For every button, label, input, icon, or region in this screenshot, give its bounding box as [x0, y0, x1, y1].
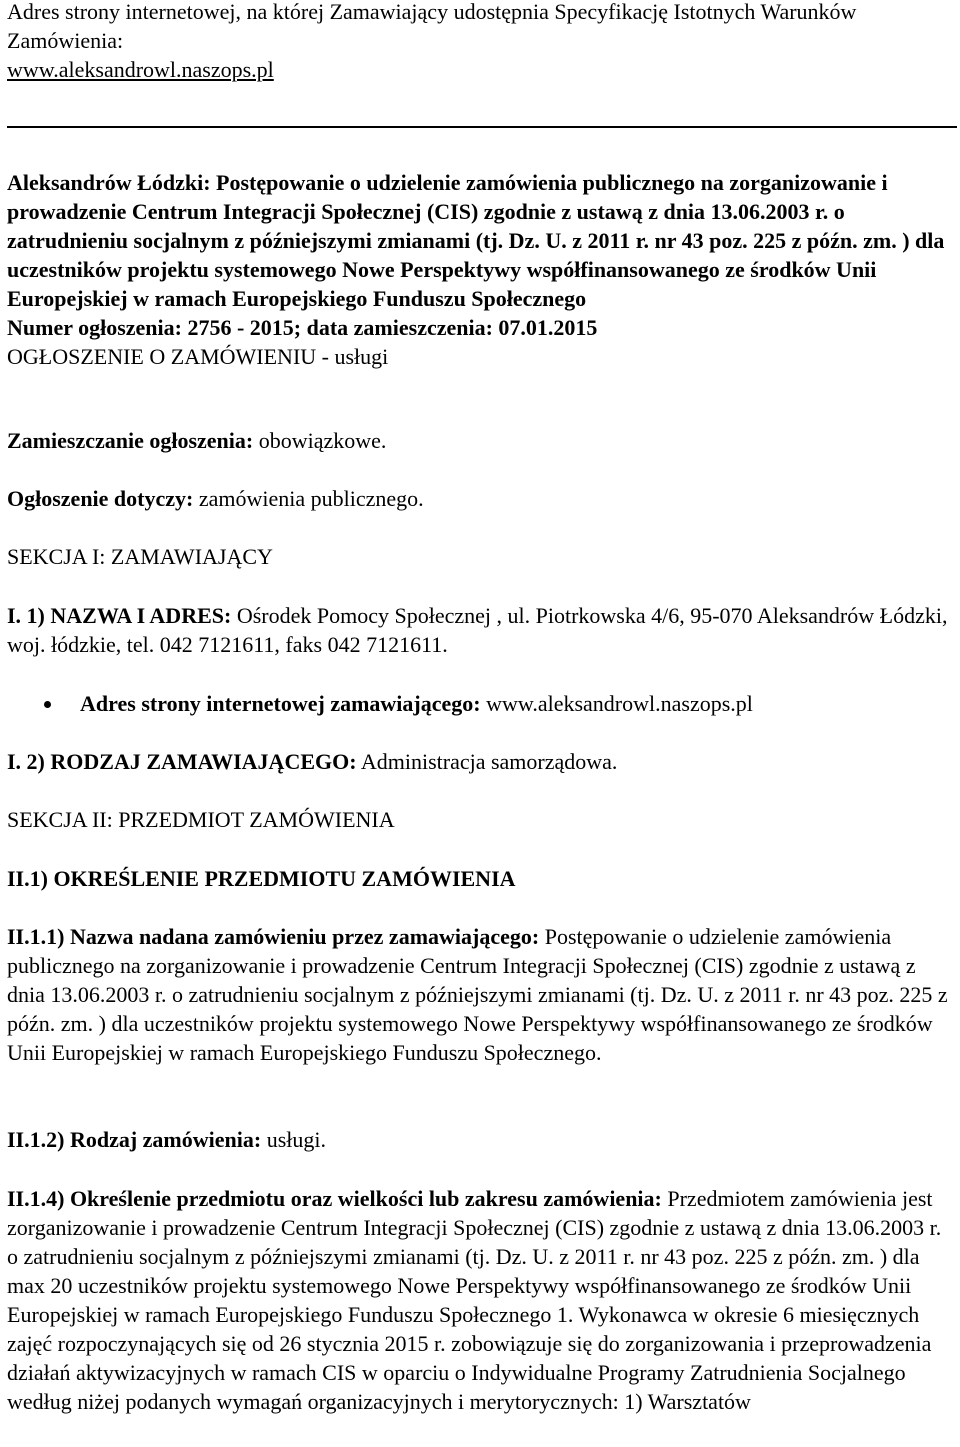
contract-scope-paragraph — [7, 1184, 953, 1416]
bullet-icon — [44, 701, 51, 708]
authority-kind-label: I. 2) RODZAJ ZAMAWIAJĄCEGO: — [7, 749, 357, 774]
website-label: Adres strony internetowej zamawiającego: — [80, 691, 481, 716]
address-label: I. 1) NAZWA I ADRES: — [7, 603, 232, 628]
website-line — [80, 689, 753, 718]
horizontal-divider — [7, 126, 957, 128]
section-2-subheading: II.1) OKREŚLENIE PRZEDMIOTU ZAMÓWIENIA — [7, 866, 516, 891]
notice-number: Numer ogłoszenia: 2756 - 2015; data zamieszczenia: 07.01.2015 — [7, 315, 598, 340]
notice-type: OGŁOSZENIE O ZAMÓWIENIU - usługi — [7, 344, 389, 369]
concerns-label: Ogłoszenie dotyczy: — [7, 486, 194, 511]
contract-name-label: II.1.1) Nazwa nadana zamówieniu przez zamawiającego: — [7, 924, 540, 949]
contract-type-label: II.1.2) Rodzaj zamówienia: — [7, 1127, 262, 1152]
siwz-url-link[interactable]: www.aleksandrowl.naszops.pl — [7, 57, 274, 82]
contract-type-value: usługi. — [261, 1127, 326, 1152]
placement-label: Zamieszczanie ogłoszenia: — [7, 428, 254, 453]
authority-kind-line — [7, 747, 953, 776]
siwz-intro — [7, 0, 953, 84]
contract-scope-value: Przedmiotem zamówienia jest zorganizowanie i prowadzenie Centrum Integracji Społecznej (CIS) zgodnie z ustawą z dnia 13.06.2003 r. o zatrudnieniu socjalnym z późniejszymi zmianami (tj. Dz. U. z 2011 r. nr 43 poz. 225 z późn. zm. ) dla max 20 uczestników projektu systemowego Nowe Perspektywy współfinansowanego ze środków Unii Europejskiej w ramach Europejskiego Funduszu Społecznego 1. Wykonawca w okresie 6 miesięcznych zajęć rozpoczynających się od 26 stycznia 2015 r. zobowiązuje się do zorganizowania i przeprowadzenia działań aktywizacyjnych w ramach CIS w oparciu o Indywidualne Programy Zatrudnienia Socjalnego według niżej podanych wymagań organizacyjnych i merytorycznych: 1) Warsztatów — [7, 1186, 942, 1414]
section-2-heading: SEKCJA II: PRZEDMIOT ZAMÓWIENIA — [7, 807, 395, 832]
section-1-heading: SEKCJA I: ZAMAWIAJĄCY — [7, 544, 273, 569]
contract-name-value: Postępowanie o udzielenie zamówienia publicznego na zorganizowanie i prowadzenie Centrum Integracji Społecznej (CIS) zgodnie z ustawą z dnia 13.06.2003 r. o zatrudnieniu socjalnym z późniejszymi zmianami (tj. Dz. U. z 2011 r. nr 43 poz. 225 z późn. zm. ) dla uczestników projektu systemowego Nowe Perspektywy współfinansowanego ze środków Unii Europejskiej w ramach Europejskiego Funduszu Społecznego. — [7, 924, 948, 1065]
contracting-authority-address — [7, 601, 953, 659]
siwz-intro-text: Adres strony internetowej, na której Zamawiający udostępnia Specyfikację Istotnych Warunków Zamówienia: — [7, 0, 857, 53]
authority-kind-value: Administracja samorządowa. — [356, 749, 618, 774]
contract-type-line — [7, 1125, 953, 1154]
website-value: www.aleksandrowl.naszops.pl — [480, 691, 753, 716]
notice-title-block — [7, 168, 953, 371]
address-value: Ośrodek Pomocy Społecznej , ul. Piotrkowska 4/6, 95-070 Aleksandrów Łódzki, woj. łódzkie, tel. 042 7121611, faks 042 7121611. — [7, 603, 948, 657]
contract-scope-label: II.1.4) Określenie przedmiotu oraz wielkości lub zakresu zamówienia: — [7, 1186, 662, 1211]
placement-value: obowiązkowe. — [253, 428, 387, 453]
concerns-line — [7, 484, 953, 513]
contract-name-paragraph — [7, 922, 953, 1067]
notice-title: Aleksandrów Łódzki: Postępowanie o udzielenie zamówienia publicznego na zorganizowanie i prowadzenie Centrum Integracji Społecznej (CIS) zgodnie z ustawą z dnia 13.06.2003 r. o zatrudnieniu socjalnym z późniejszymi zmianami (tj. Dz. U. z 2011 r. nr 43 poz. 225 z późn. zm. ) dla uczestników projektu systemowego Nowe Perspektywy współfinansowanego ze środków Unii Europejskiej w ramach Europejskiego Funduszu Społecznego — [7, 170, 945, 311]
placement-line — [7, 426, 953, 455]
concerns-value: zamówienia publicznego. — [193, 486, 424, 511]
